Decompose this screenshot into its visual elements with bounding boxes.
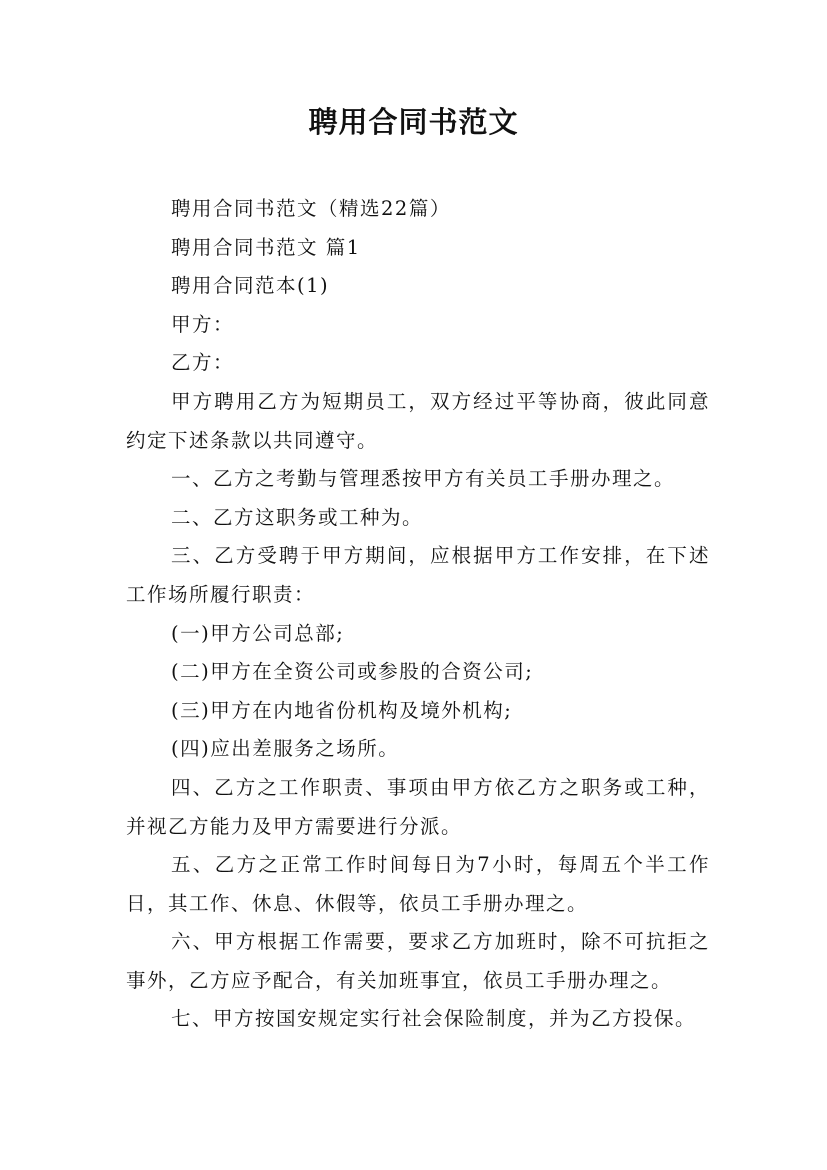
paragraph-clause-1: 一、乙方之考勤与管理悉按甲方有关员工手册办理之。 — [171, 467, 676, 491]
paragraph-template-title: 聘用合同范本(1) — [171, 274, 330, 298]
document-body — [126, 190, 710, 1039]
paragraph-party-b: 乙方： — [171, 351, 235, 375]
document-title: 聘用合同书范文 — [308, 105, 519, 139]
paragraph-clause-3-item-1: (一)甲方公司总部; — [171, 621, 345, 645]
paragraph-clause-2: 二、乙方这职务或工种为。 — [171, 505, 424, 529]
paragraph-clause-3-item-2: (二)甲方在全资公司或参股的合资公司; — [171, 660, 534, 684]
paragraph-clause-5: 五、乙方之正常工作时间每日为7小时，每周五个半工作日，其工作、休息、休假等，依员工手册办理之。 — [126, 853, 710, 915]
paragraph-clause-3-item-3: (三)甲方在内地省份机构及境外机构; — [171, 698, 513, 722]
paragraph-section-heading: 聘用合同书范文 篇1 — [171, 235, 361, 259]
paragraph-intro: 聘用合同书范文（精选22篇） — [171, 197, 451, 220]
paragraph-clause-7: 七、甲方按国安规定实行社会保险制度，并为乙方投保。 — [171, 1007, 697, 1031]
paragraph-clause-3-item-4: (四)应出差服务之场所。 — [171, 737, 400, 761]
paragraph-preamble: 甲方聘用乙方为短期员工，双方经过平等协商，彼此同意约定下述条款以共同遵守。 — [126, 389, 710, 452]
paragraph-clause-4: 四、乙方之工作职责、事项由甲方依乙方之职务或工种，并视乙方能力及甲方需要进行分派。 — [126, 775, 710, 838]
paragraph-party-a: 甲方： — [171, 312, 235, 336]
paragraph-clause-3: 三、乙方受聘于甲方期间，应根据甲方工作安排，在下述工作场所履行职责： — [126, 544, 710, 606]
paragraph-clause-6: 六、甲方根据工作需要，要求乙方加班时，除不可抗拒之事外，乙方应予配合，有关加班事宜，依员工手册办理之。 — [126, 930, 710, 992]
